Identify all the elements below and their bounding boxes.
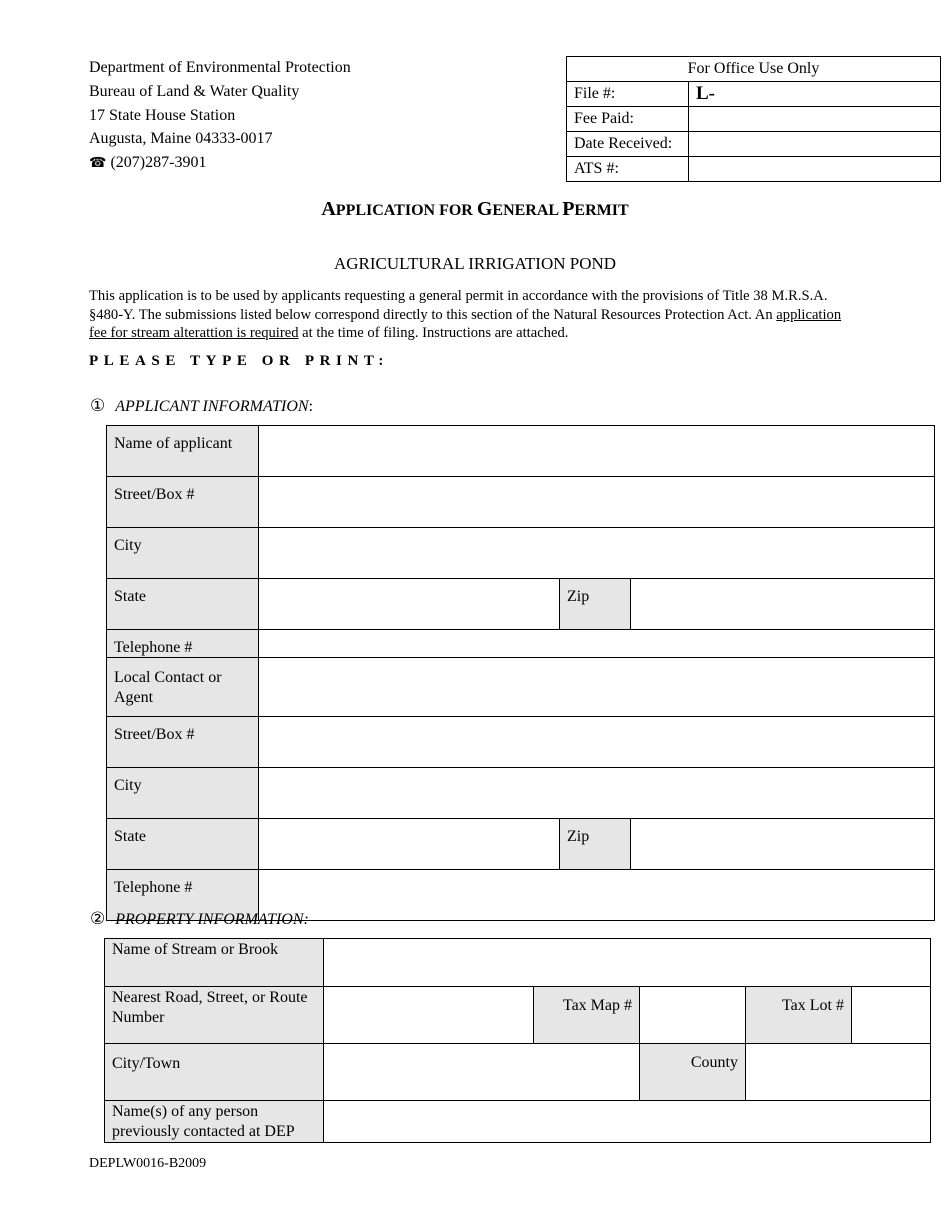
stream-name-field[interactable] xyxy=(324,939,931,987)
fee-paid-label: Fee Paid: xyxy=(567,107,689,132)
county-field[interactable] xyxy=(746,1044,931,1101)
section-applicant-heading xyxy=(90,396,313,416)
applicant-name-field[interactable] xyxy=(259,426,935,477)
tax-lot-field[interactable] xyxy=(852,987,931,1044)
agent-city-field[interactable] xyxy=(259,768,935,819)
nearest-road-field[interactable] xyxy=(324,987,534,1044)
nearest-road-label: Nearest Road, Street, or Route Number xyxy=(105,987,324,1044)
agent-zip-field[interactable] xyxy=(631,819,935,870)
fee-requirement-link[interactable]: application fee for stream alterattion is required xyxy=(89,306,842,341)
intro-paragraph xyxy=(89,287,849,343)
file-number-label: File #: xyxy=(567,82,689,107)
fee-paid-field[interactable] xyxy=(689,107,941,132)
tax-map-label: Tax Map # xyxy=(534,987,640,1044)
agent-zip-label: Zip xyxy=(560,819,631,870)
agency-address xyxy=(89,56,351,176)
address-line-bureau: Bureau of Land & Water Quality xyxy=(89,82,300,100)
dep-contact-label: Name(s) of any person previously contacted at DEP xyxy=(105,1101,324,1143)
dep-contact-field[interactable] xyxy=(324,1101,931,1143)
intro-text-before: This application is to be used by applicants requesting a general permit in accordance with the provisions of Title 38 M.R.S.A. §480-Y. The submissions listed below correspond directly to this section of the Natural Resources Protection Act. An xyxy=(89,288,828,323)
city-town-label: City/Town xyxy=(105,1044,324,1101)
title-cap-g: G xyxy=(476,198,493,220)
section-property-heading xyxy=(90,909,309,929)
agent-table xyxy=(106,657,935,921)
agency-phone xyxy=(89,151,351,176)
address-line-department: Department of Environmental Protection xyxy=(89,59,351,76)
agent-name-label: Local Contact or Agent xyxy=(107,658,259,717)
please-type-heading: PLEASE TYPE OR PRINT: xyxy=(89,353,389,369)
tax-map-field[interactable] xyxy=(640,987,746,1044)
applicant-phone-label: Telephone # xyxy=(107,630,259,681)
applicant-city-label: City xyxy=(107,528,259,579)
agent-phone-field[interactable] xyxy=(259,870,935,921)
title-cap-a: A xyxy=(321,198,336,220)
title-rest-p: ERMIT xyxy=(574,202,629,219)
agent-street-label: Street/Box # xyxy=(107,717,259,768)
title-rest-a: PPLICATION FOR xyxy=(335,202,477,219)
date-received-field[interactable] xyxy=(689,132,941,157)
applicant-table xyxy=(106,425,935,681)
agent-state-label: State xyxy=(107,819,259,870)
applicant-state-field[interactable] xyxy=(259,579,560,630)
agency-phone-number: (207)287-3901 xyxy=(110,154,207,172)
date-received-label: Date Received: xyxy=(567,132,689,157)
agent-street-field[interactable] xyxy=(259,717,935,768)
applicant-street-field[interactable] xyxy=(259,477,935,528)
office-use-title: For Office Use Only xyxy=(567,57,941,82)
county-label: County xyxy=(640,1044,746,1101)
section-applicant-colon: : xyxy=(308,398,314,415)
applicant-zip-label: Zip xyxy=(560,579,631,630)
city-town-field[interactable] xyxy=(324,1044,640,1101)
file-number-value[interactable]: L- xyxy=(689,82,941,107)
ats-number-field[interactable] xyxy=(689,157,941,182)
applicant-state-label: State xyxy=(107,579,259,630)
applicant-name-label: Name of applicant xyxy=(107,426,259,477)
property-table xyxy=(104,938,931,1143)
address-line-station: 17 State House Station xyxy=(89,106,236,124)
section-property-title: PROPERTY INFORMATION: xyxy=(115,911,309,928)
title-rest-g: ENERAL xyxy=(492,202,563,219)
title-cap-p: P xyxy=(562,198,575,220)
section-number-2-icon: ② xyxy=(90,909,106,929)
tax-lot-label: Tax Lot # xyxy=(746,987,852,1044)
section-number-1-icon: ① xyxy=(90,396,106,416)
form-code: DEPLW0016-B2009 xyxy=(89,1156,207,1171)
section-applicant-title: APPLICANT INFORMATION xyxy=(115,398,309,415)
agent-state-field[interactable] xyxy=(259,819,560,870)
page-subtitle: AGRICULTURAL IRRIGATION POND xyxy=(333,254,617,273)
intro-text-after: at the time of filing. Instructions are attached. xyxy=(298,325,569,341)
address-line-city: Augusta, Maine 04333-0017 xyxy=(89,130,273,148)
agent-city-label: City xyxy=(107,768,259,819)
agent-name-field[interactable] xyxy=(259,658,935,717)
office-use-table xyxy=(566,56,941,182)
stream-name-label: Name of Stream or Brook xyxy=(105,939,324,987)
telephone-icon: ☎ xyxy=(89,155,107,172)
applicant-zip-field[interactable] xyxy=(631,579,935,630)
applicant-street-label: Street/Box # xyxy=(107,477,259,528)
agent-phone-label: Telephone # xyxy=(107,870,259,921)
page-title xyxy=(0,198,950,221)
ats-number-label: ATS #: xyxy=(567,157,689,182)
applicant-city-field[interactable] xyxy=(259,528,935,579)
